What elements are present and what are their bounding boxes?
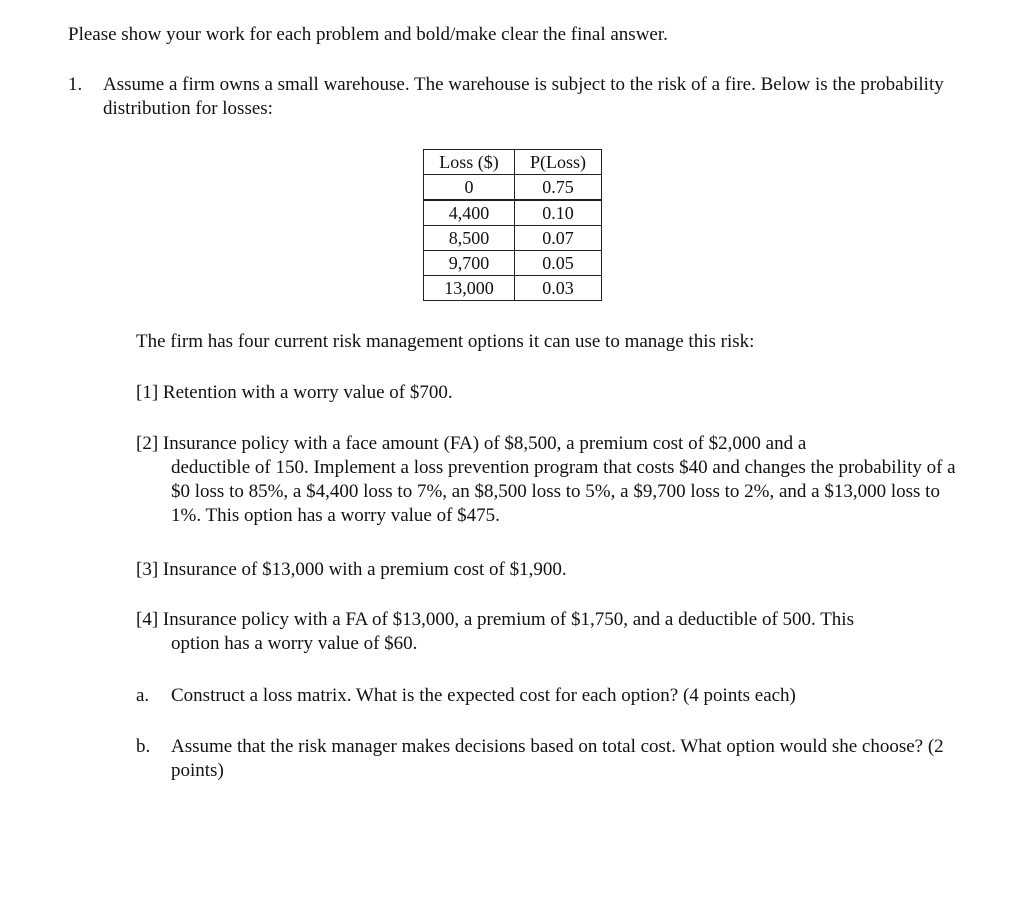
table-header-row bbox=[424, 150, 602, 175]
header-probability: P(Loss) bbox=[515, 150, 602, 175]
probability-cell: 0.10 bbox=[515, 200, 602, 226]
probability-cell: 0.03 bbox=[515, 276, 602, 301]
loss-cell: 9,700 bbox=[424, 251, 515, 276]
part-a-label: a. bbox=[136, 685, 150, 706]
loss-cell: 4,400 bbox=[424, 200, 515, 226]
probability-cell: 0.75 bbox=[515, 175, 602, 201]
part-b-label: b. bbox=[136, 736, 151, 757]
part-b-text: Assume that the risk manager makes decisions based on total cost. What option would she choose? (2 points) bbox=[171, 736, 944, 781]
option-3-text: [3] Insurance of $13,000 with a premium cost of $1,900. bbox=[136, 559, 567, 580]
option-1-text: [1] Retention with a worry value of $700. bbox=[136, 382, 453, 403]
part-a bbox=[136, 684, 966, 708]
probability-cell: 0.05 bbox=[515, 251, 602, 276]
question-intro: Assume a firm owns a small warehouse. The warehouse is subject to the risk of a fire. Below is the probability distribution for losses: bbox=[103, 74, 944, 119]
part-b bbox=[136, 735, 966, 783]
table-row bbox=[424, 276, 602, 301]
table-row bbox=[424, 200, 602, 226]
table-row bbox=[424, 226, 602, 251]
header-loss: Loss ($) bbox=[424, 150, 515, 175]
option-3 bbox=[136, 558, 966, 582]
option-4-text: [4] Insurance policy with a FA of $13,000, a premium of $1,750, and a deductible of 500. This bbox=[136, 609, 854, 630]
option-4-continuation: option has a worry value of $60. bbox=[171, 633, 418, 654]
option-2-text: [2] Insurance policy with a face amount (FA) of $8,500, a premium cost of $2,000 and a bbox=[136, 433, 807, 454]
part-a-text: Construct a loss matrix. What is the expected cost for each option? (4 points each) bbox=[171, 685, 796, 706]
instructions-text: Please show your work for each problem and bold/make clear the final answer. bbox=[68, 24, 668, 45]
option-2 bbox=[136, 432, 966, 528]
option-4 bbox=[136, 608, 966, 656]
table-row bbox=[424, 175, 602, 201]
option-1 bbox=[136, 381, 966, 405]
question-number: 1. bbox=[68, 74, 83, 95]
loss-probability-table bbox=[423, 149, 602, 301]
probability-cell: 0.07 bbox=[515, 226, 602, 251]
option-2-continuation: deductible of 150. Implement a loss prevention program that costs $40 and changes the probability of a $0 loss to 85%, a $4,400 loss to 7%, an $8,500 loss to 5%, a $9,700 loss to 2%, and a $13,000 loss to 1%. This option has a worry value of $475. bbox=[171, 457, 956, 526]
options-intro: The firm has four current risk management options it can use to manage this risk: bbox=[136, 331, 755, 352]
loss-cell: 8,500 bbox=[424, 226, 515, 251]
loss-cell: 13,000 bbox=[424, 276, 515, 301]
table-row bbox=[424, 251, 602, 276]
loss-cell: 0 bbox=[424, 175, 515, 201]
